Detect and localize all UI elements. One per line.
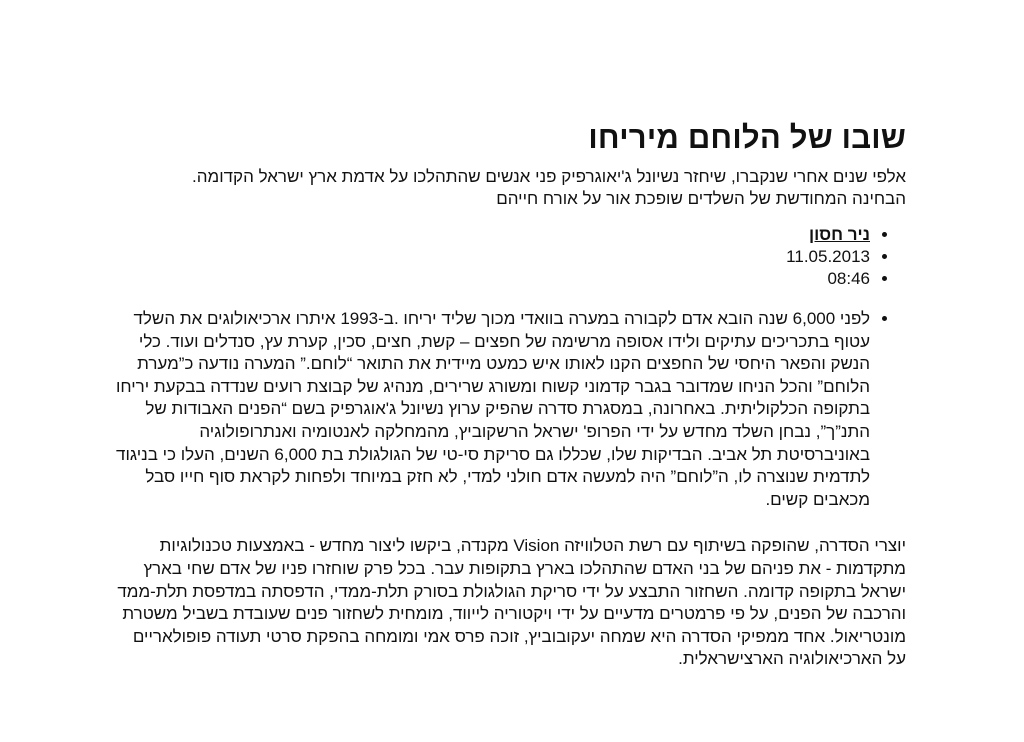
article-subtitle: אלפי שנים אחרי שנקברו, שיחזר נשיונל ג'יאוגרפיק פני אנשים שהתהלכו על אדמת ארץ ישראל הקדומה. הבחינה המחודשת של השלדים שופכת אור על אורח חייהם [192,167,906,208]
article-paragraph-1: • לפני 6,000 שנה הובא אדם לקבורה במערה בוואדי מכוך שליד יריחו .ב-1993 איתרו ארכיאולוגים את השלד עטוף בתכריכים עתיקים ולידו אסופה מרשימה של חפצים – קשת, חצים, סכין, קערת עץ, סנדלים ועוד. כלי הנשק והפאר היחסי של החפצים הקנו לאותו איש כמעט מיידית את התואר “לוחם.” המערה נודעה כ”מערת הלוחם” והכל הניחו שמדובר בגבר קדמוני קשוח ומשורג שרירים, מנהיג של קבוצת רועים שנדדה בבקעת יריחו בתקופה הכלקוליתית. באחרונה, במסגרת סדרה שהפיק ערוץ נשיונל ג'אוגרפיק בשם “הפנים האבודות של התנ”ך”, נבחן השלד מחדש על ידי הפרופ' ישראל הרשקוביץ, מהמחלקה לאנטומיה ואנתרופולוגיה באוניברסיטת תל אביב. הבדיקות שלו, שכללו גם סריקת סי-טי של הגולגולת בת 6,000 השנים, העלו כי בניגוד לתדמית שנוצרה לו, ה”לוחם” היה למעשה אדם חולני למדי, לא חזק במיוחד ולפחות לקראת סוף חייו סבל מכאבים קשים. [115,309,870,509]
publish-time: 08:46 [827,269,870,288]
article-paragraph-2: יוצרי הסדרה, שהופקה בשיתוף עם רשת הטלוויזה Vision מקנדה, ביקשו ליצור מחדש - באמצעות טכנולוגיות מתקדמות - את פניהם של בני האדם שהתהלכו בארץ בתקופות עבר. בכל פרק שוחזרו פניו של אדם שחי בארץ ישראל בתקופה קדומה. השחזור התבצע על ידי סריקת הגולגולת בסורק תלת-ממדי, הדפסתה במדפסת תלת-ממד והרכבה של הפנים, על פי פרמטרים מדעיים על ידי ויקטוריה לייווד, מומחית לשחזור פנים שעובדת בשביל משטרת מונטריאול. אחד ממפיקי הסדרה היא שמחה יעקובוביץ, זוכה פרס אמי ומומחה בהפקת סרטי תעודה פופולאריים על הארכיאולוגיה הארצישראלית. [117,536,906,669]
meta-item-date [116,246,870,268]
publish-date: 11.05.2013 [786,247,870,266]
meta-item-time [116,268,870,290]
meta-item-author [116,224,870,246]
body-list-item [116,308,870,511]
article-body-list [116,308,906,511]
article-meta-list [116,224,906,290]
author-link[interactable]: ניר חסון [808,225,870,244]
article-title: שובו של הלוחם מיריחו [588,120,906,155]
article [116,118,906,671]
